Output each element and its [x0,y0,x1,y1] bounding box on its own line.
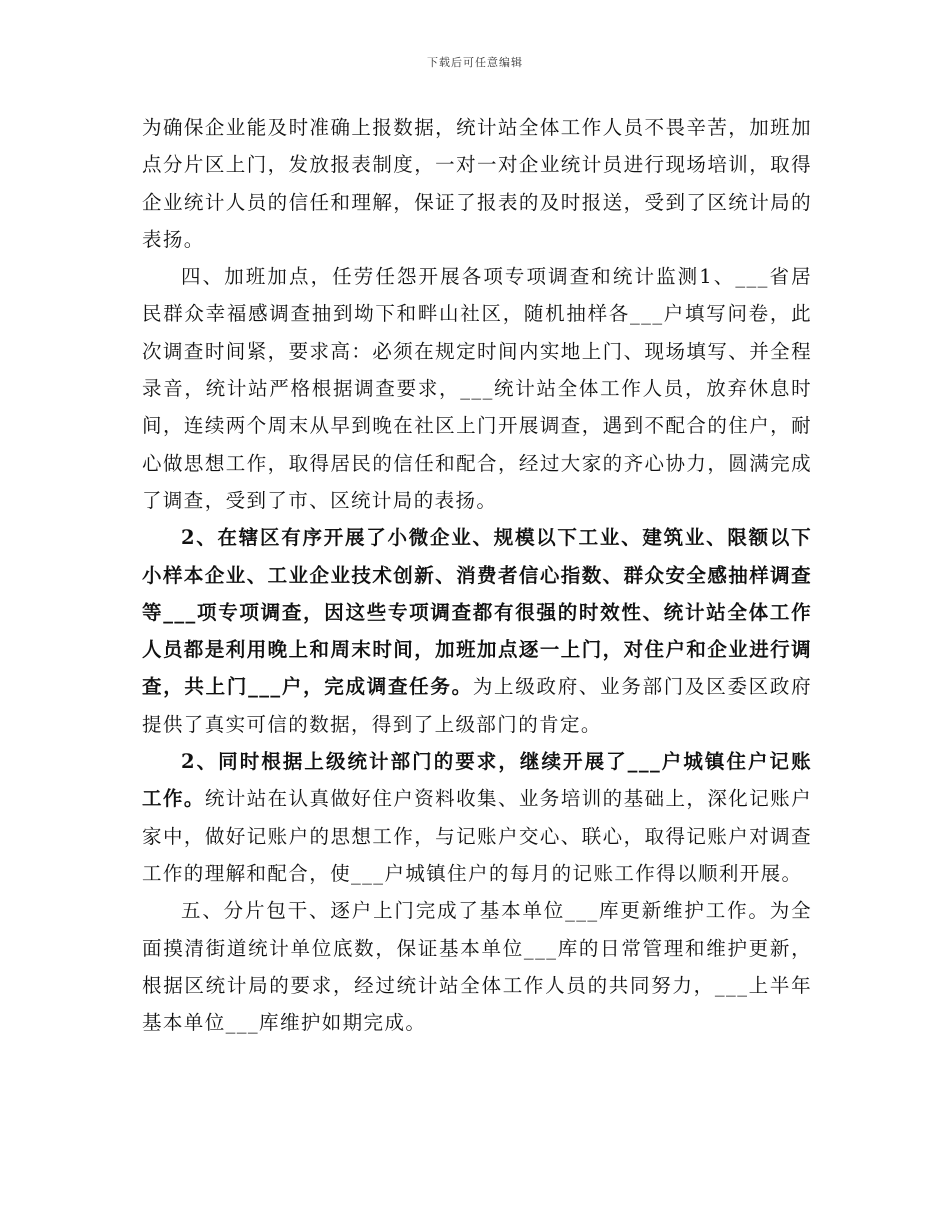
paragraph-3 [142,519,812,743]
document-body [142,109,812,1041]
paragraph-4-normal: 统计站在认真做好住户资料收集、业务培训的基础上，深化记账户家中，做好记账户的思想工作，与记账户交心、联心，取得记账户对调查工作的理解和配合，使___户城镇住户的每月的记账工作得以顺利开展。 [142,787,813,885]
paragraph-2: 四、加班加点，任劳任怨开展各项专项调查和统计监测1、___省居民群众幸福感调查抽到坳下和畔山社区，随机抽样各___户填写问卷，此次调查时间紧，要求高：必须在规定时间内实地上门、现场填写、并全程录音，统计站严格根据调查要求，___统计站全体工作人员，放弃休息时间，连续两个周末从早到晚在社区上门开展调查，遇到不配合的住户，耐心做思想工作，取得居民的信任和配合，经过大家的齐心协力，圆满完成了调查，受到了市、区统计局的表扬。 [142,265,812,512]
paragraph-4 [142,743,812,892]
paragraph-5: 五、分片包干、逐户上门完成了基本单位___库更新维护工作。为全面摸清街道统计单位底数，保证基本单位___库的日常管理和维护更新，根据区统计局的要求，经过统计站全体工作人员的共同努力，___上半年基本单位___库维护如期完成。 [142,899,812,1035]
paragraph-3-bold: 2、在辖区有序开展了小微企业、规模以下工业、建筑业、限额以下小样本企业、工业企业技术创新、消费者信心指数、群众安全感抽样调查等___项专项调查，因这些专项调查都有很强的时效性、统计站全体工作人员都是利用晚上和周末时间，加班加点逐一上门，对住户和企业进行调查，共上门___户，完成调查任务。 [142,526,812,699]
paragraph-1: 为确保企业能及时准确上报数据，统计站全体工作人员不畏辛苦，加班加点分片区上门，发放报表制度，一对一对企业统计员进行现场培训，取得企业统计人员的信任和理解，保证了报表的及时报送，受到了区统计局的表扬。 [142,116,812,251]
paragraph-3-normal: 为上级政府、业务部门及区委区政府提供了真实可信的数据，得到了上级部门的肯定。 [142,675,812,736]
page-header-note: 下载后可任意编辑 [427,56,523,69]
paragraph-4-bold: 2、同时根据上级统计部门的要求，继续开展了___户城镇住户记账工作。 [142,750,812,811]
